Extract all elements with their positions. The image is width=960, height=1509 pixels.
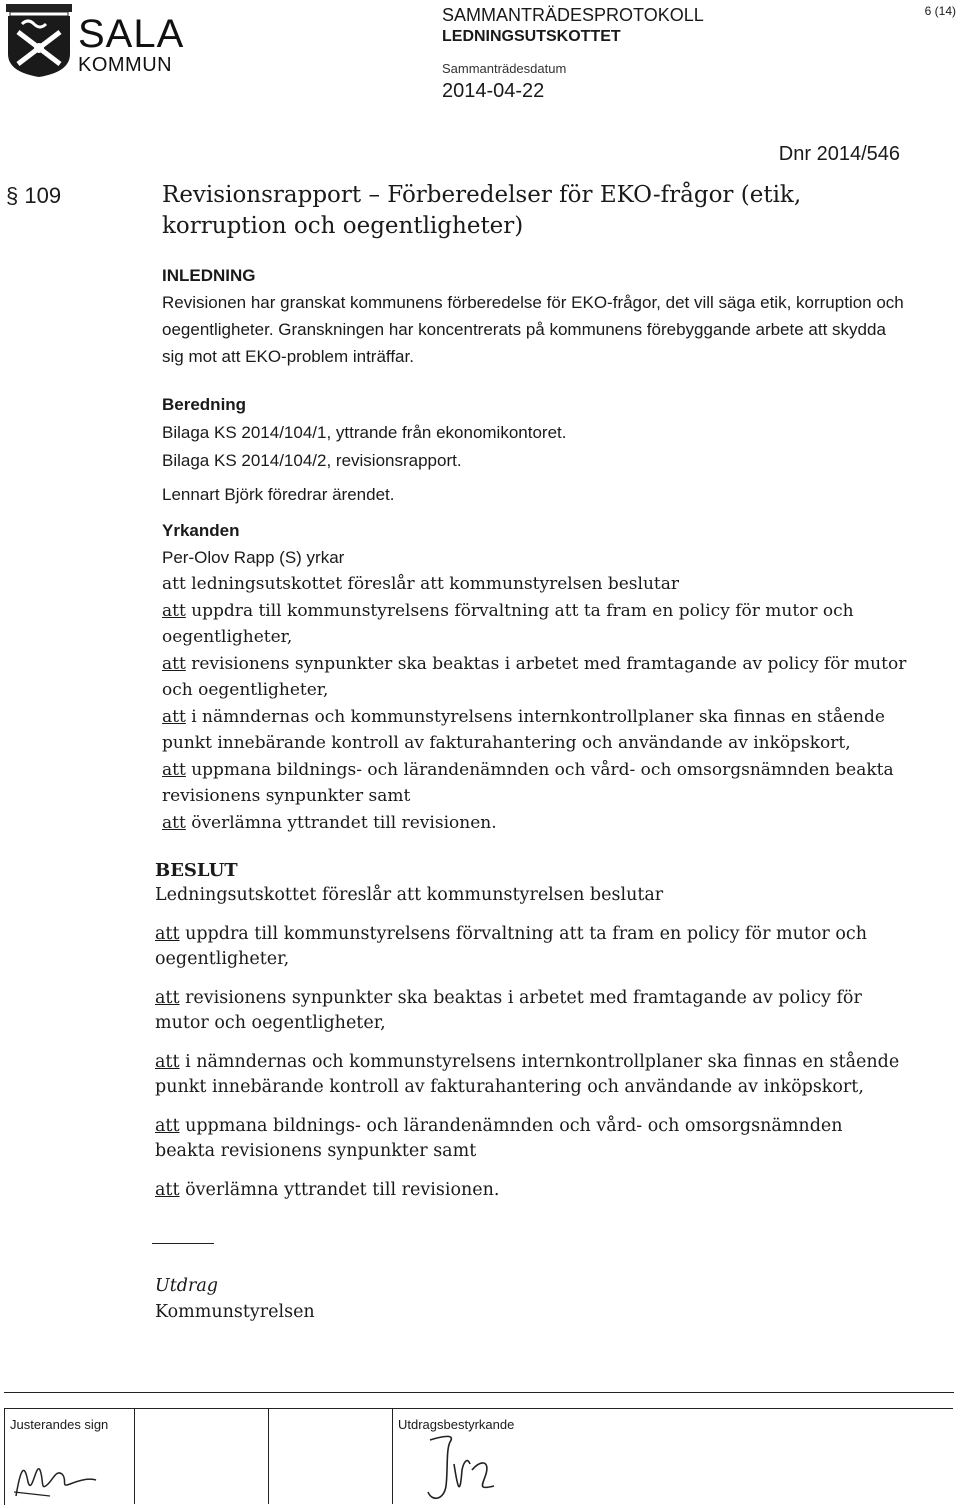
beslut-heading: BESLUT — [155, 860, 238, 881]
beslut-item-text: överlämna yttrandet till revisionen. — [179, 1180, 500, 1200]
doc-type: SAMMANTRÄDESPROTOKOLL — [442, 5, 704, 25]
att-marker: att — [162, 759, 186, 780]
att-marker: att — [155, 1052, 180, 1072]
date-label: Sammanträdesdatum — [442, 61, 567, 76]
beredning-presenter: Lennart Björk föredrar ärendet. — [162, 485, 395, 504]
logo-line-1: SALA — [78, 12, 185, 56]
beslut-intro: Ledningsutskottet föreslår att kommunstyrelsen beslutar — [155, 885, 664, 905]
yrkanden-item — [162, 810, 912, 837]
logo-wordmark — [78, 14, 184, 76]
utdrag-section — [155, 1273, 905, 1325]
yrkanden-heading: Yrkanden — [162, 521, 240, 540]
att-marker: att — [155, 1180, 180, 1200]
case-number: Dnr 2014/546 — [778, 143, 900, 165]
beslut-item — [155, 1114, 905, 1164]
att-marker: att — [162, 653, 186, 674]
case-title: Revisionsrapport – Förberedelser för EKO-frågor (etik, korruption och oegentligheter) — [162, 182, 802, 239]
att-marker: att — [155, 988, 180, 1008]
signature-initials-1 — [10, 1452, 100, 1506]
yrkanden-item-text: överlämna yttrandet till revisionen. — [185, 812, 497, 833]
att-marker: att — [155, 1116, 180, 1136]
yrkanden-item — [162, 651, 912, 704]
page-number: 6 (14) — [924, 4, 956, 18]
yrkanden-proposer: Per-Olov Rapp (S) yrkar — [162, 547, 345, 567]
logo-line-2: KOMMUN — [78, 54, 173, 76]
att-marker: att — [162, 812, 186, 833]
yrkanden-intro: att ledningsutskottet föreslår att kommunstyrelsen beslutar — [162, 574, 680, 594]
yrkanden-section — [162, 518, 912, 836]
yrkanden-item-text: revisionens synpunkter ska beaktas i arbetet med framtagande av policy för mutor och oegentligheter, — [162, 653, 907, 700]
utdrag-recipient: Kommunstyrelsen — [155, 1302, 315, 1322]
yrkanden-item-text: i nämndernas och kommunstyrelsens internkontrollplaner ska finnas en stående punkt innebärande kontroll av fakturahantering och användande av inköpskort, — [162, 706, 885, 753]
yrkanden-item-text: uppmana bildnings- och lärandenämnden och vård- och omsorgsnämnden beakta revisionens synpunkter samt — [162, 759, 894, 806]
separator-line — [152, 1243, 214, 1244]
meeting-date: 2014-04-22 — [442, 80, 545, 102]
signature-divider — [392, 1408, 393, 1504]
municipality-logo — [4, 4, 74, 82]
att-marker: att — [162, 706, 186, 727]
beredning-line-2: Bilaga KS 2014/104/2, revisionsrapport. — [162, 451, 462, 470]
beslut-item — [155, 986, 905, 1036]
signature-divider — [134, 1408, 135, 1504]
inledning-heading: INLEDNING — [162, 266, 256, 285]
signature-initials-2 — [420, 1430, 500, 1509]
utdragsbestyrkande-label: Utdragsbestyrkande — [398, 1417, 515, 1432]
beslut-item — [155, 1178, 905, 1203]
yrkanden-item — [162, 598, 912, 651]
committee-name: LEDNINGSUTSKOTTET — [442, 28, 621, 45]
inledning-section — [162, 262, 912, 370]
beslut-item — [155, 1050, 905, 1100]
beslut-item-text: uppdra till kommunstyrelsens förvaltning att ta fram en policy för mutor och oegentligheter, — [155, 924, 867, 969]
beslut-item — [155, 922, 905, 972]
utdrag-label: Utdrag — [155, 1276, 218, 1296]
beslut-item-text: revisionens synpunkter ska beaktas i arbetet med framtagande av policy för mutor och oegentligheter, — [155, 988, 862, 1033]
beslut-section — [155, 858, 905, 1203]
paragraph-number: § 109 — [6, 183, 62, 208]
att-marker: att — [162, 600, 186, 621]
footer-top-rule — [4, 1392, 954, 1393]
signature-divider — [268, 1408, 269, 1504]
beredning-section — [162, 391, 912, 509]
yrkanden-item — [162, 704, 912, 757]
beredning-heading: Beredning — [162, 395, 247, 414]
beslut-item-text: uppmana bildnings- och lärandenämnden och vård- och omsorgsnämnden beakta revisionens synpunkter samt — [155, 1116, 843, 1161]
beslut-item-text: i nämndernas och kommunstyrelsens internkontrollplaner ska finnas en stående punkt innebärande kontroll av fakturahantering och användande av inköpskort, — [155, 1052, 900, 1097]
document-header — [442, 4, 704, 104]
yrkanden-item — [162, 757, 912, 810]
yrkanden-item-text: uppdra till kommunstyrelsens förvaltning att ta fram en policy för mutor och oegentligheter, — [162, 600, 854, 647]
justerandes-sign-label: Justerandes sign — [10, 1417, 109, 1432]
att-marker: att — [155, 924, 180, 944]
beredning-line-1: Bilaga KS 2014/104/1, yttrande från ekonomikontoret. — [162, 423, 567, 442]
inledning-text: Revisionen har granskat kommunens förberedelse för EKO-frågor, det vill säga etik, korruption och oegentligheter. Granskningen har koncentrerats på kommunens förebyggande arbete att skydda sig mot att EKO-problem inträffar. — [162, 293, 904, 366]
